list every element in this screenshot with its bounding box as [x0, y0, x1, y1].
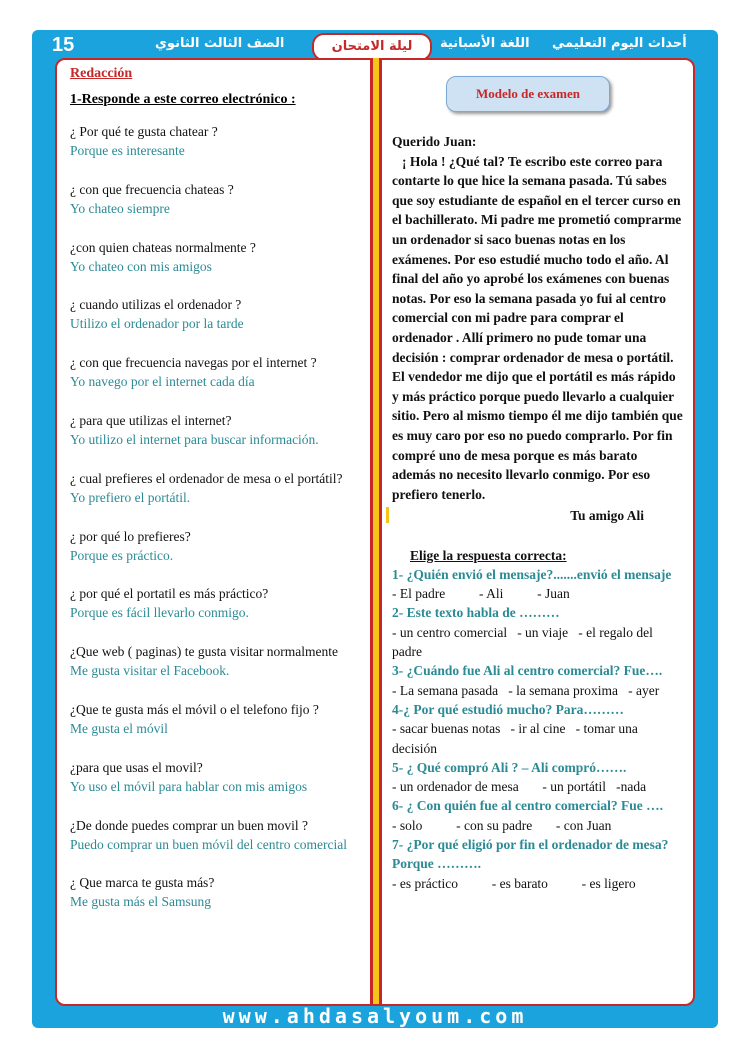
letter-greeting: Querido Juan:	[392, 134, 477, 149]
letter-signature: Tu amigo Ali	[570, 508, 644, 524]
question-text: ¿ por qué el portatil es más práctico?	[70, 586, 269, 602]
answer-text: Yo chateo siempre	[70, 200, 170, 216]
page-number: 15	[52, 34, 75, 56]
quiz-options: - un centro comercial - un viaje - el regalo del padre	[392, 624, 657, 660]
qa-item	[70, 180, 366, 238]
qa-item	[70, 642, 366, 700]
qa-item	[70, 816, 366, 874]
quiz-item	[392, 758, 684, 797]
header-grade: الصف الثالث الثانوي	[155, 36, 285, 51]
question-text: ¿ con que frecuencia navegas por el internet ?	[70, 355, 317, 371]
quiz-options: - un ordenador de mesa - un portátil -nada	[392, 779, 647, 795]
answer-text: Porque es práctico.	[70, 547, 174, 563]
answer-text: Yo uso el móvil para hablar con mis amigos	[70, 778, 308, 794]
question-text: ¿ con que frecuencia chateas ?	[70, 181, 234, 197]
column-divider	[370, 58, 382, 1004]
section-title: Redacción	[70, 66, 133, 81]
quiz-options: - es práctico - es barato - es ligero	[392, 875, 636, 891]
question-text: ¿ cual prefieres el ordenador de mesa o el portátil?	[70, 470, 343, 486]
answer-text: Me gusta el móvil	[70, 720, 168, 736]
quiz-question: 7- ¿Por qué eligió por fin el ordenador de mesa? Porque ……….	[392, 837, 669, 872]
question-text: ¿ Por qué te gusta chatear ?	[70, 124, 218, 139]
quiz-item	[392, 796, 684, 835]
answer-text: Puedo comprar un buen móvil del centro comercial	[70, 836, 348, 852]
quiz-marker	[386, 507, 389, 523]
quiz-options: - El padre - Ali - Juan	[392, 586, 570, 602]
quiz-question: 6- ¿ Con quién fue al centro comercial? Fue ….	[392, 798, 663, 814]
answer-text: Utilizo el ordenador por la tarde	[70, 316, 244, 332]
quiz-question: 3- ¿Cuándo fue Ali al centro comercial? Fue….	[392, 663, 663, 679]
question-text: ¿Que te gusta más el móvil o el telefono fijo ?	[70, 701, 319, 717]
qa-item	[70, 238, 366, 296]
question-text: ¿ cuando utilizas el ordenador ?	[70, 297, 242, 313]
qa-item	[70, 469, 366, 527]
quiz-title: Elige la respuesta correcta:	[410, 547, 567, 563]
letter	[392, 132, 684, 526]
qa-item	[70, 295, 366, 353]
qa-list	[70, 122, 366, 931]
qa-item	[70, 584, 366, 642]
answer-text: Yo prefiero el portátil.	[70, 489, 191, 505]
qa-item	[70, 353, 366, 411]
footer-website[interactable]: www.ahdasalyoum.com	[222, 1004, 528, 1028]
quiz-options: - sacar buenas notas - ir al cine - tomar una decisión	[392, 721, 642, 756]
left-column	[70, 66, 366, 931]
question-text: ¿ Que marca te gusta más?	[70, 875, 215, 891]
qa-item	[70, 411, 366, 469]
qa-item	[70, 873, 366, 931]
header-subject: اللغة الأسبانية	[440, 36, 530, 51]
answer-text: Yo chateo con mis amigos	[70, 258, 212, 274]
question-text: ¿Que web ( paginas) te gusta visitar normalmente	[70, 644, 339, 660]
quiz-question: 4-¿ Por qué estudió mucho? Para………	[392, 701, 624, 717]
section-instruction: 1-Responde a este correo electrónico :	[70, 92, 296, 107]
question-text: ¿con quien chateas normalmente ?	[70, 239, 256, 255]
quiz-list	[392, 565, 684, 893]
quiz-question: 1- ¿Quién envió el mensaje?.......envió el mensaje	[392, 566, 672, 582]
quiz-item	[392, 835, 684, 893]
qa-item	[70, 758, 366, 816]
quiz-question: 2- Este texto habla de ………	[392, 605, 560, 621]
quiz	[392, 546, 684, 893]
quiz-item	[392, 661, 684, 700]
answer-text: Yo utilizo el internet para buscar información.	[70, 431, 319, 447]
quiz-item	[392, 603, 684, 661]
header-brand: أحداث اليوم التعليمي	[552, 36, 687, 51]
question-text: ¿para que usas el movil?	[70, 759, 203, 775]
question-text: ¿ por qué lo prefieres?	[70, 528, 191, 544]
quiz-item	[392, 700, 684, 758]
answer-text: Me gusta más el Samsung	[70, 894, 211, 910]
quiz-options: - solo - con su padre - con Juan	[392, 817, 612, 833]
header-exam-label: ليلة الامتحان	[312, 33, 432, 61]
letter-body: ¡ Hola ! ¿Qué tal? Te escribo este correo para contarte lo que hice la semana pasada. Tú sabes que soy estudiante de español en el tercer curso en el bachillerato. Mi padre me prometió comprarme un ordenador si saco buenas notas en los exámenes. Por eso estudié mucho todo el año. Al final del año yo aprobé los exámenes con buenas notas. Por eso la semana pasada yo fui al centro comercial con mi padre para comprar el ordenador . Allí primero no pude tomar una decisión : comprar ordenador de mesa o portátil. El vendedor me dijo que el portátil es más rápido y más práctico porque puedo llevarlo a cualquier sitio. Pero al mismo tiempo él me dijo también que es muy caro por eso no puedo comprarlo. Por fin compré uno de mesa porque es más barato además no necesito llevarlo conmigo. Por eso prefiero tenerlo.	[392, 153, 683, 502]
question-text: ¿De donde puedes comprar un buen movil ?	[70, 817, 309, 833]
question-text: ¿ para que utilizas el internet?	[70, 412, 232, 428]
model-exam-label: Modelo de examen	[446, 76, 610, 112]
qa-item	[70, 122, 366, 180]
quiz-item	[392, 565, 684, 604]
right-column	[392, 66, 684, 893]
answer-text: Me gusta visitar el Facebook.	[70, 663, 230, 679]
qa-item	[70, 527, 366, 585]
qa-item	[70, 700, 366, 758]
quiz-question: 5- ¿ Qué compró Ali ? – Ali compró…….	[392, 759, 627, 775]
answer-text: Porque es fácil llevarlo conmigo.	[70, 605, 249, 621]
answer-text: Porque es interesante	[70, 143, 185, 158]
quiz-options: - La semana pasada - la semana proxima - ayer	[392, 682, 660, 698]
answer-text: Yo navego por el internet cada día	[70, 374, 255, 390]
